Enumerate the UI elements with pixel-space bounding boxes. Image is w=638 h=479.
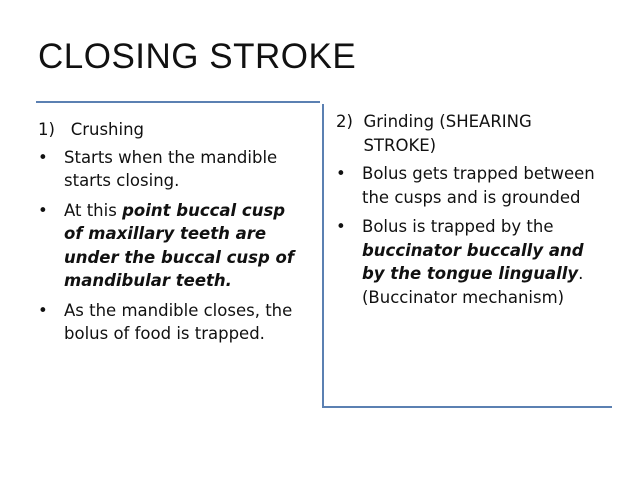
right-bullet-2 (336, 215, 608, 309)
left-bullet-1-text: Starts when the mandible starts closing. (64, 147, 278, 190)
bottom-right-divider (324, 406, 612, 408)
grinding-heading (336, 110, 608, 157)
left-bullet-2 (38, 199, 308, 293)
right-bullet-1-text: Bolus gets trapped between the cusps and is grounded (362, 164, 595, 207)
grinding-heading-text: Grinding (SHEARING STROKE) (363, 112, 532, 155)
right-column (336, 110, 608, 315)
right-bullet-2-emphasis: buccinator buccally and by the tongue lingually (362, 240, 584, 283)
right-bullet-2-text (362, 215, 608, 309)
bullet-dot: • (336, 217, 346, 236)
left-column (38, 118, 308, 352)
top-left-divider (36, 101, 320, 103)
right-bullet-2-lead: Bolus is trapped by the (362, 217, 554, 236)
left-bullet-3-text: As the mandible closes, the bolus of food is trapped. (64, 300, 293, 343)
left-bullet-2-text (64, 199, 308, 293)
bullet-dot: • (336, 164, 346, 183)
column-divider (322, 104, 324, 408)
bullet-dot: • (38, 147, 48, 167)
bullet-dot: • (38, 200, 48, 220)
crushing-heading-number: 1) (38, 120, 55, 139)
left-bullet-2-emphasis: point buccal cusp of maxillary teeth are under the buccal cusp of mandibular teeth. (64, 200, 295, 290)
grinding-heading-number: 2) (336, 112, 364, 131)
left-bullet-2-lead: At this (64, 200, 123, 220)
left-bullet-3 (38, 299, 308, 346)
crushing-heading (38, 118, 308, 142)
left-bullet-1 (38, 146, 308, 193)
right-bullet-1 (336, 162, 608, 209)
bullet-dot: • (38, 300, 48, 320)
slide-title: CLOSING STROKE (38, 37, 357, 76)
right-bullet-2-tail: . (Buccinator mechanism) (362, 264, 584, 307)
crushing-heading-text: Crushing (70, 120, 145, 139)
